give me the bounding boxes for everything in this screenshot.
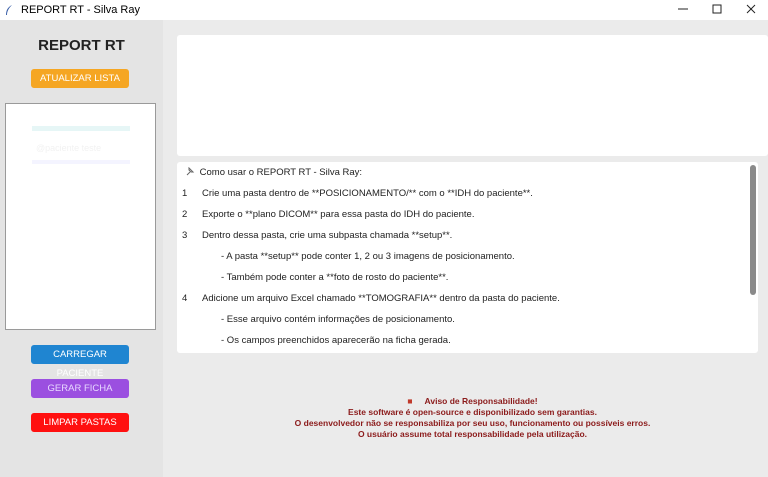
instruction-step: 1 Crie uma pasta dentro de **POSICIONAMENTO/** com o **IDH do paciente**. [182, 188, 533, 199]
instruction-step: 4 Adicione um arquivo Excel chamado **TOMOGRAFIA** dentro da pasta do paciente. [182, 293, 560, 304]
close-icon [746, 3, 756, 17]
window-title: REPORT RT - Silva Ray [21, 4, 140, 16]
disclaimer-title: ■ Aviso de Responsabilidade! [407, 396, 538, 406]
warning-icon: ■ [407, 396, 413, 406]
instruction-substep: - A pasta **setup** pode conter 1, 2 ou 3 imagens de posicionamento. [221, 251, 515, 262]
instruction-substep: - Também pode conter a **foto de rosto do paciente**. [221, 272, 449, 283]
instruction-substep: - Os campos preenchidos aparecerão na ficha gerada. [221, 335, 451, 346]
instruction-substep: - Esse arquivo contém informações de posicionamento. [221, 314, 455, 325]
minimize-button[interactable] [666, 0, 700, 20]
patient-label: @paciente teste [36, 143, 102, 153]
feather-icon [5, 4, 15, 16]
scrollbar[interactable] [750, 165, 756, 295]
maximize-button[interactable] [700, 0, 734, 20]
main-area [163, 20, 768, 477]
minimize-icon [678, 3, 688, 17]
clear-folders-button[interactable]: LIMPAR PASTAS [31, 413, 129, 432]
disclaimer-line: O desenvolvedor não se responsabiliza por seu uso, funcionamento ou possíveis erros. [294, 418, 651, 428]
disclaimer-line: O usuário assume total responsabilidade pela utilização. [357, 429, 588, 439]
load-patient-button[interactable]: CARREGAR PACIENTE [31, 345, 129, 364]
close-button[interactable] [734, 0, 768, 20]
update-list-button[interactable]: ATUALIZAR LISTA [31, 69, 129, 88]
patient-list[interactable] [5, 103, 156, 330]
instruction-step: 2 Exporte o **plano DICOM** para essa pasta do IDH do paciente. [182, 209, 475, 220]
generate-form-button[interactable]: GERAR FICHA [31, 379, 129, 398]
instruction-step: 3 Dentro dessa pasta, crie uma subpasta chamada **setup**. [182, 230, 453, 241]
pin-icon [185, 167, 200, 178]
title-bar [0, 0, 768, 20]
app-title: REPORT RT [38, 37, 125, 54]
disclaimer-line: Este software é open-source e disponibilizado sem garantias. [348, 407, 597, 417]
preview-panel [177, 35, 768, 156]
instructions-panel[interactable] [177, 162, 758, 353]
list-item[interactable] [32, 126, 130, 168]
maximize-icon [712, 3, 722, 17]
instructions-heading: Como usar o REPORT RT - Silva Ray: [185, 167, 362, 178]
disclaimer [177, 396, 768, 440]
sidebar [0, 20, 163, 477]
